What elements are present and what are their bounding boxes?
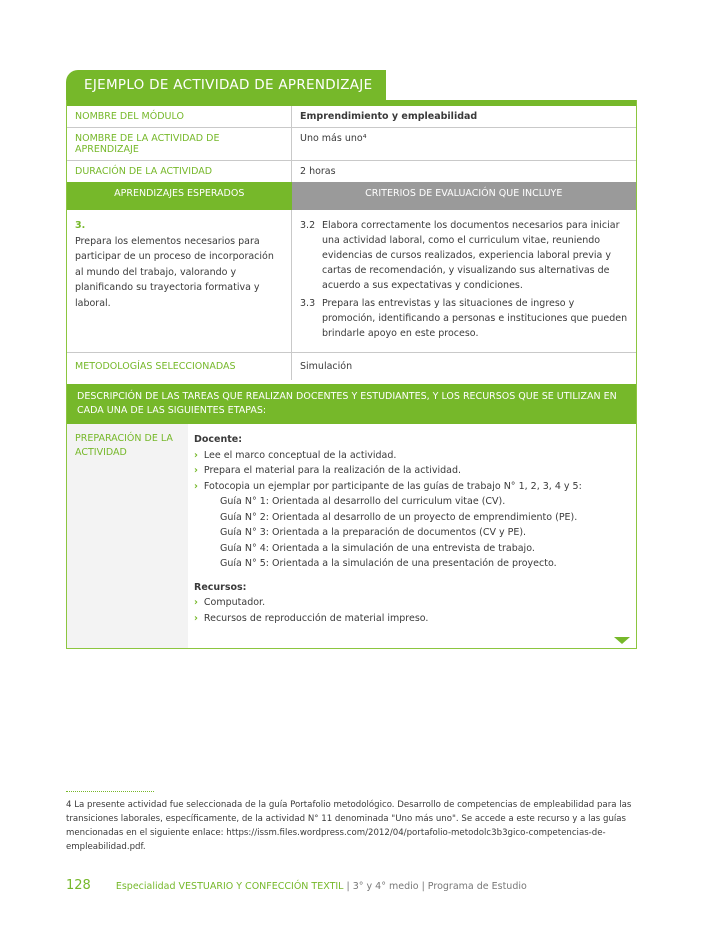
guia-item: Guía N° 4: Orientada a la simulación de una entrevista de trabajo.: [220, 542, 535, 554]
docente-item: › Prepara el material para la realización de la actividad.: [194, 465, 461, 476]
criterios-header: CRITERIOS DE EVALUACIÓN QUE INCLUYE: [292, 182, 637, 210]
row-duracion: [67, 161, 636, 183]
actividad-label: NOMBRE DE LA ACTIVIDAD DE APRENDIZAJE: [67, 128, 292, 161]
criterio-text: Elabora correctamente los documentos necesarios para iniciar una actividad laboral, como el curriculum vitae, reuniendo evidencias de cursos realizados, experiencia laboral previa y cartas de recomendación, y visualizando sus alternativas de acuerdo a sus expectativas y condiciones.: [322, 220, 620, 291]
aprendizaje-cell: [67, 210, 292, 353]
guia-item: Guía N° 1: Orientada al desarrollo del curriculum vitae (CV).: [220, 496, 506, 507]
metodologias-label: METODOLOGÍAS SELECCIONADAS: [75, 361, 236, 372]
footnote-divider: [66, 791, 154, 792]
docente-item: › Lee el marco conceptual de la actividad.: [194, 449, 397, 461]
docente-title: Docente:: [194, 434, 243, 445]
row-aprendizaje: [67, 210, 636, 353]
activity-card: [66, 70, 638, 649]
aprendizaje-number: 3.: [75, 220, 86, 231]
banner-title: EJEMPLO DE ACTIVIDAD DE APRENDIZAJE: [66, 70, 386, 100]
chevron-right-icon: ›: [194, 597, 198, 608]
duracion-label: DURACIÓN DE LA ACTIVIDAD: [75, 166, 213, 177]
criterios-cell: [292, 210, 637, 353]
duracion-value: 2 horas: [292, 161, 637, 183]
aprendizaje-text: Prepara los elementos necesarios para participar de un proceso de incorporación al mundo del trabajo, valorando y planificando su trayectoria formativa y laboral.: [75, 235, 274, 309]
guia-item: Guía N° 3: Orientada a la preparación de documentos (CV y PE).: [220, 527, 527, 538]
guia-item: Guía N° 5: Orientada a la simulación de una presentación de proyecto.: [220, 558, 557, 569]
header-row: [67, 182, 636, 210]
modulo-value: Emprendimiento y empleabilidad: [292, 106, 637, 128]
criterio-number: 3.2: [300, 220, 316, 231]
footer-specialty: Especialidad VESTUARIO Y CONFECCIÓN TEXTIL: [115, 881, 344, 892]
docente-item: › Fotocopia un ejemplar por participante de las guías de trabajo N° 1, 2, 3, 4 y 5:: [194, 480, 582, 492]
recursos-title: Recursos:: [194, 581, 247, 593]
footnote: 4 La presente actividad fue seleccionada de la guía Portafolio metodológico. Desarrollo de competencias de empleabilidad para las transiciones laborales, específicamente, de la actividad N° 11 denominada "Uno más uno". Se accede a este recurso y a las guías mencionadas en el siguiente enlace: https://issm.files.wordpress.com/2012/04/portafolio-metodolc3b3gico-competencias-de-empleabilidad.pdf.: [66, 800, 632, 852]
footer-program: | 3° y 4° medio | Programa de Estudio: [346, 881, 527, 892]
row-modulo: [67, 106, 636, 128]
criterio-item: [300, 218, 628, 293]
guia-item: Guía N° 2: Orientada al desarrollo de un proyecto de emprendimiento (PE).: [220, 511, 578, 523]
preparacion-section: [67, 424, 636, 648]
descripcion-header: DESCRIPCIÓN DE LAS TAREAS QUE REALIZAN DOCENTES Y ESTUDIANTES, Y LOS RECURSOS QUE SE UTILIZAN EN CADA UNA DE LAS SIGUIENTES ETAPAS:: [67, 384, 636, 424]
row-metodologias: [67, 353, 636, 381]
aprendizajes-header: APRENDIZAJES ESPERADOS: [67, 182, 292, 210]
chevron-right-icon: ›: [194, 449, 198, 461]
chevron-right-icon: ›: [194, 465, 198, 476]
preparacion-label: PREPARACIÓN DE LA ACTIVIDAD: [67, 424, 188, 648]
metodologias-value: Simulación: [292, 353, 637, 381]
actividad-value: Uno más uno⁴: [292, 128, 637, 161]
page-number: 128: [66, 878, 91, 893]
chevron-right-icon: ›: [194, 480, 198, 492]
recurso-item: › Recursos de reproducción de material impreso.: [194, 612, 429, 624]
criterio-text: Prepara las entrevistas y las situaciones de ingreso y promoción, identificando a personas e instituciones que pueden brindarle apoyo en este proceso.: [322, 298, 628, 339]
preparacion-content: [188, 424, 636, 648]
recurso-item: › Computador.: [194, 597, 266, 608]
row-actividad: [67, 128, 636, 161]
chevron-right-icon: ›: [194, 612, 198, 624]
triangle-down-icon: [614, 637, 630, 644]
page-footer: [66, 878, 527, 893]
activity-table: [66, 100, 637, 649]
modulo-label: NOMBRE DEL MÓDULO: [67, 106, 292, 128]
criterio-number: 3.3: [300, 298, 316, 309]
criterio-item: [300, 296, 628, 341]
